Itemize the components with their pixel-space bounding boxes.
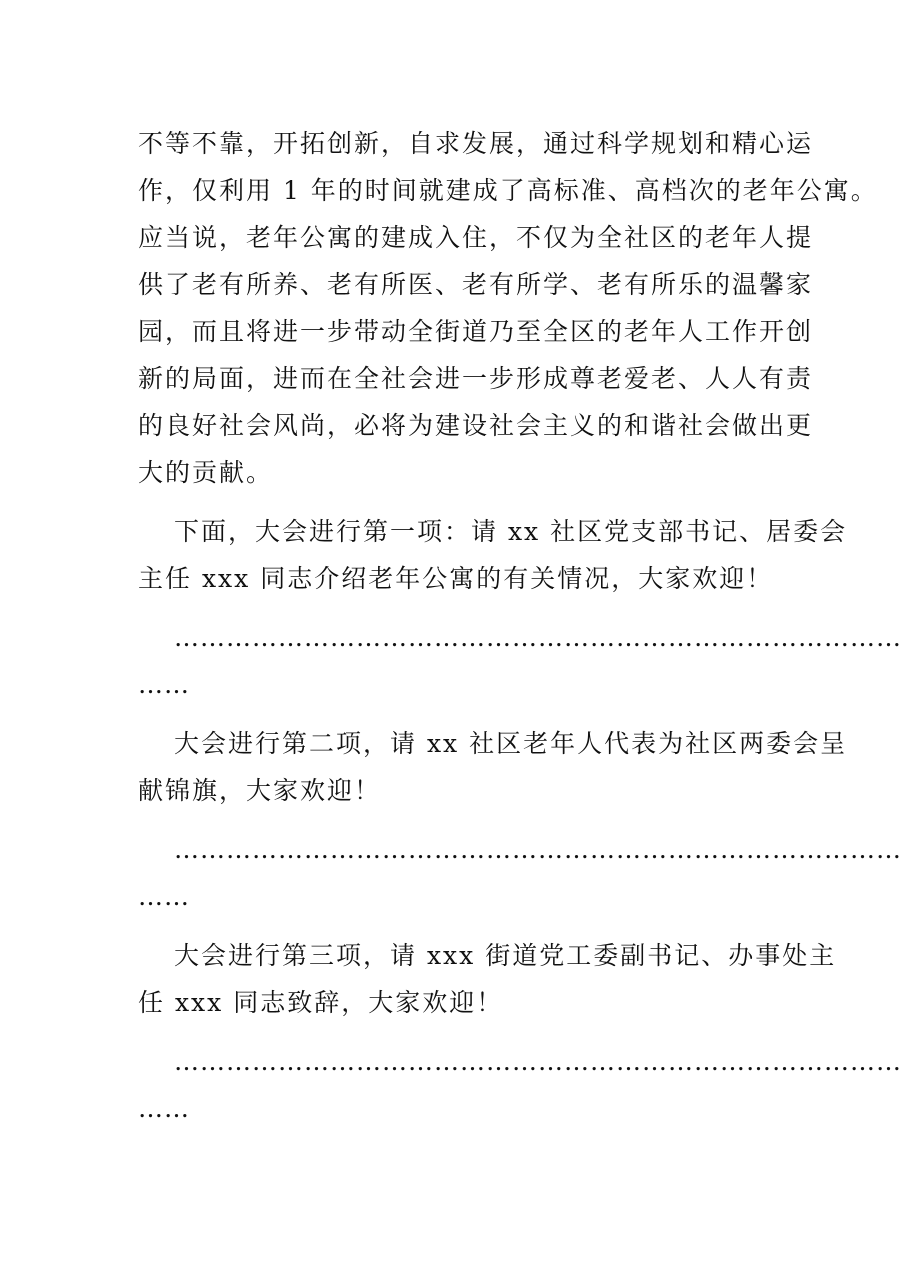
paragraph-line: 大会进行第三项，请 xxx 街道党工委副书记、办事处主 — [174, 941, 837, 970]
paragraph-line: 主任 xxx 同志介绍老年公寓的有关情况，大家欢迎！ — [138, 564, 774, 593]
ellipsis-line: …… — [138, 882, 190, 911]
document-body — [138, 120, 902, 1144]
paragraph-line: 作，仅利用 1 年的时间就建成了高标准、高档次的老年公寓。 — [138, 176, 878, 205]
paragraph-line: 下面，大会进行第一项：请 xx 社区党支部书记、居委会 — [174, 517, 848, 546]
paragraph-line: 不等不靠，开拓创新，自求发展，通过科学规划和精心运 — [138, 129, 814, 158]
paragraph-line: 大会进行第二项，请 xx 社区老年人代表为社区两委会呈 — [174, 729, 848, 758]
paragraph-line: 大的贡献。 — [138, 458, 274, 487]
paragraph-line: 的良好社会风尚，必将为建设社会主义的和谐社会做出更 — [138, 411, 814, 440]
ellipsis-line: ………………………………………………………………………… — [174, 1047, 902, 1076]
paragraph-line: 供了老有所养、老有所医、老有所学、老有所乐的温馨家 — [138, 270, 814, 299]
ellipsis-separator-1 — [138, 614, 902, 708]
ellipsis-line: …… — [138, 670, 190, 699]
paragraph-agenda-item-3 — [138, 932, 837, 1026]
paragraph-line: 应当说，老年公寓的建成入住，不仅为全社区的老年人提 — [138, 223, 814, 252]
ellipsis-separator-2 — [138, 826, 902, 920]
ellipsis-line: ………………………………………………………………………… — [174, 835, 902, 864]
paragraph-agenda-item-1 — [138, 508, 848, 602]
ellipsis-line: …… — [138, 1094, 190, 1123]
paragraph-line: 园，而且将进一步带动全街道乃至全区的老年人工作开创 — [138, 317, 814, 346]
paragraph-agenda-item-2 — [138, 720, 848, 814]
ellipsis-separator-3 — [138, 1038, 902, 1132]
paragraph-elderly-apartment-significance — [138, 120, 878, 496]
paragraph-line: 新的局面，进而在全社会进一步形成尊老爱老、人人有责 — [138, 364, 814, 393]
paragraph-line: 献锦旗，大家欢迎！ — [138, 776, 382, 805]
paragraph-line: 任 xxx 同志致辞，大家欢迎！ — [138, 988, 504, 1017]
ellipsis-line: ………………………………………………………………………… — [174, 623, 902, 652]
